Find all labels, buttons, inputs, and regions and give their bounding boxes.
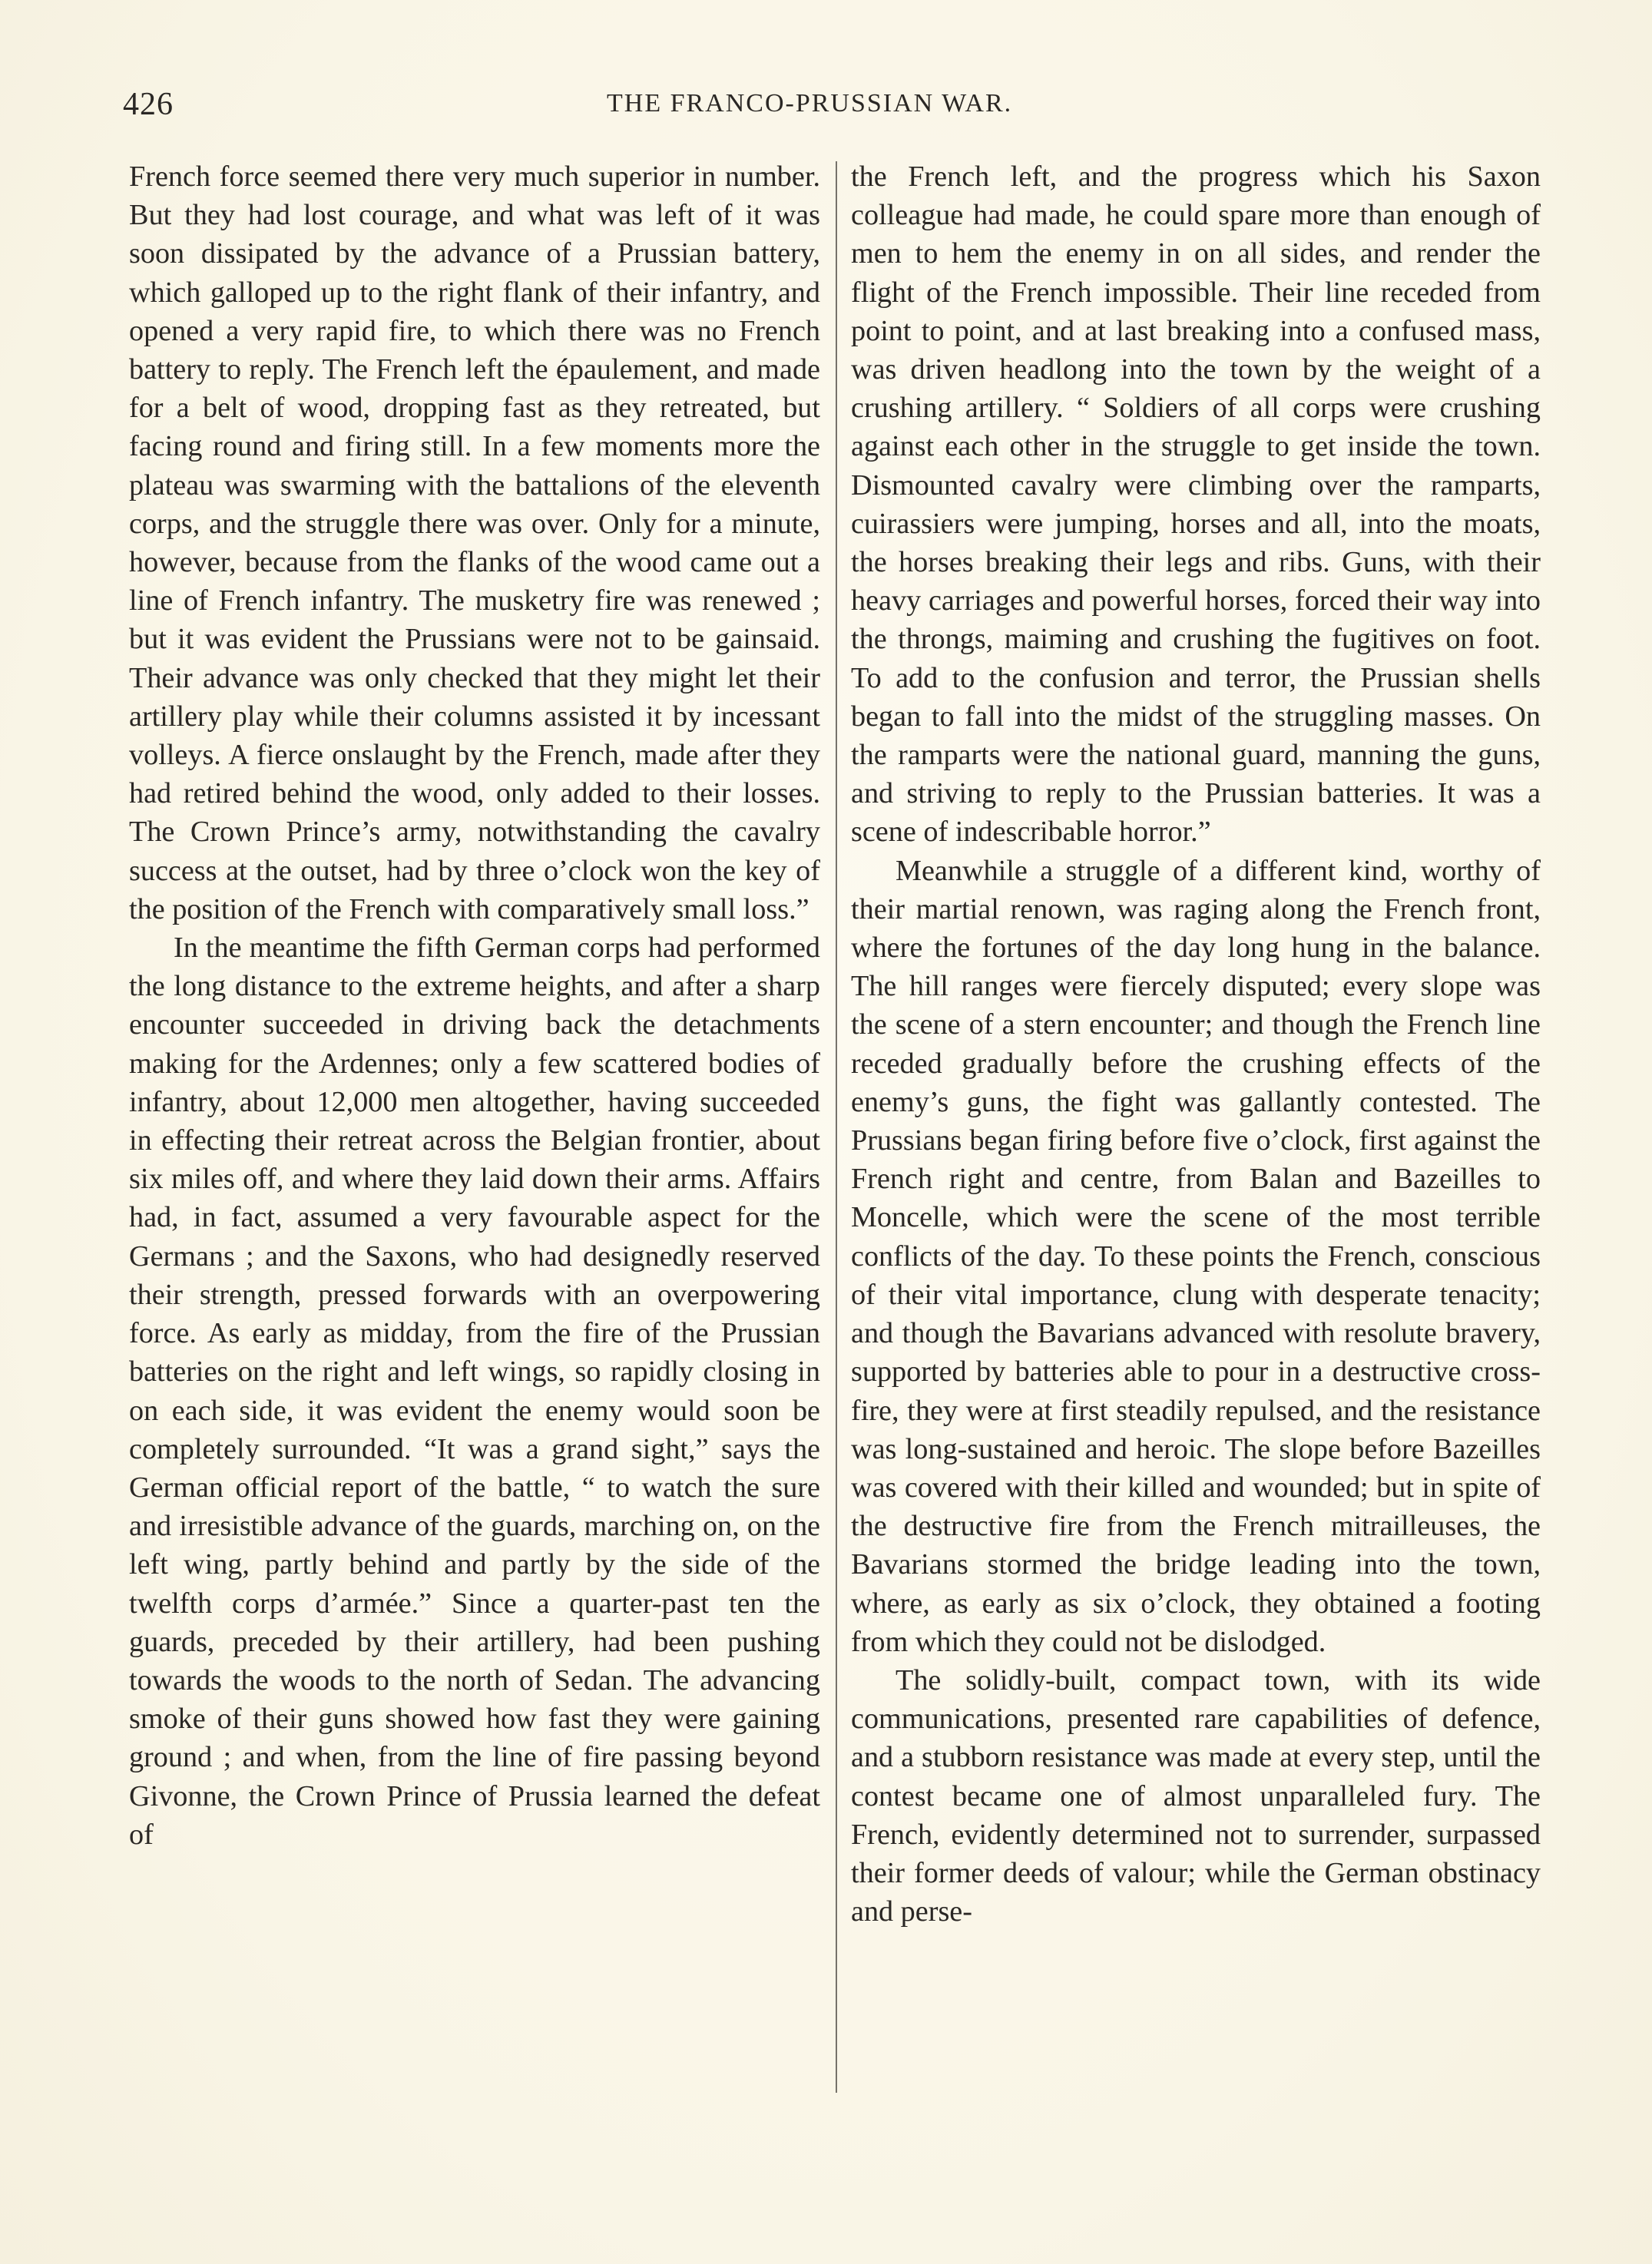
right-paragraph-3: The solidly-built, compact town, with its wide communications, presented rare capabilities of defence, and a stubborn resistance was made at every step, until the contest became one of almost unparalleled fury. The French, evidently determined not to surrender, surpassed their former deeds of valour; while the German obstinacy and perse- — [851, 1663, 1541, 1928]
right-column — [851, 157, 1541, 1931]
running-title: THE FRANCO-PRUSSIAN WAR. — [607, 89, 1013, 118]
running-head — [123, 86, 1551, 140]
left-paragraph-2: In the meantime the fifth German corps had performed the long distance to the extreme heights, and after a sharp encounter succeeded in driving back the detachments making for the Ardennes; only a few scattered bodies of infantry, about 12,000 men altogether, having succeeded in effecting their retreat across the Belgian frontier, about six miles off, and where they laid down their arms. Affairs had, in fact, assumed a very favourable aspect for the Germans ; and the Saxons, who had designedly reserved their strength, pressed forwards with an overpowering force. As early as midday, from the fire of the Prussian batteries on the right and left wings, so rapidly closing in on each side, it was evident the enemy would soon be completely surrounded. “It was a grand sight,” says the German official report of the battle, “ to watch the sure and irresistible advance of the guards, marching on, on the left wing, partly behind and partly by the side of the twelfth corps d’armée.” Since a quarter-past ten the guards, preceded by their artillery, had been pushing towards the woods to the north of Sedan. The advancing smoke of their guns showed how fast they were gaining ground ; and when, from the line of fire passing beyond Givonne, the Crown Prince of Prussia learned the defeat of — [129, 932, 820, 1851]
right-paragraph-1: the French left, and the progress which his Saxon colleague had made, he could spare more than enough of men to hem the enemy in on all sides, and render the flight of the French impossible. Their line receded from point to point, and at last breaking into a confused mass, was driven headlong into the town by the weight of a crushing artillery. “ Soldiers of all corps were crushing against each other in the struggle to get inside the town. Dismounted cavalry were climbing over the ramparts, cuirassiers were jumping, horses and all, into the moats, the horses breaking their legs and ribs. Guns, with their heavy carriages and powerful horses, forced their way into the throngs, maiming and crushing the fugitives on foot. To add to the confusion and terror, the Prussian shells began to fall into the midst of the struggling masses. On the ramparts were the national guard, manning the guns, and striving to reply to the Prussian batteries. It was a scene of indescribable horror.” — [851, 161, 1541, 849]
left-column — [129, 157, 820, 1854]
left-paragraph-1: French force seemed there very much superior in number. But they had lost courage, and what was left of it was soon dissipated by the advance of a Prussian battery, which galloped up to the right flank of their infantry, and opened a very rapid fire, to which there was no French battery to reply. The French left the épaulement, and made for a belt of wood, dropping fast as they retreated, but facing round and firing still. In a few moments more the plateau was swarming with the battalions of the eleventh corps, and the struggle there was over. Only for a minute, however, because from the flanks of the wood came out a line of French infantry. The musketry fire was renewed ; but it was evident the Prussians were not to be gainsaid. Their advance was only checked that they might let their artillery play while their columns assisted it by incessant volleys. A fierce onslaught by the French, made after they had retired behind the wood, only added to their losses. The Crown Prince’s army, notwithstanding the cavalry success at the outset, had by three o’clock won the key of the position of the French with comparatively small loss.” — [129, 161, 820, 925]
column-divider — [836, 161, 837, 2093]
page-number: 426 — [123, 87, 174, 122]
right-paragraph-2: Meanwhile a struggle of a different kind, worthy of their martial renown, was raging along the French front, where the fortunes of the day long hung in the balance. The hill ranges were fiercely disputed; every slope was the scene of a stern encounter; and though the French line receded gradually before the crushing effects of the enemy’s guns, the fight was gallantly contested. The Prussians began firing before five o’clock, first against the French right and centre, from Balan and Bazeilles to Moncelle, which were the scene of the most terrible conflicts of the day. To these points the French, conscious of their vital importance, clung with desperate tenacity; and though the Bavarians advanced with resolute bravery, supported by batteries able to pour in a destructive cross-fire, they were at first steadily repulsed, and the resistance was long-sustained and heroic. The slope before Bazeilles was covered with their killed and wounded; but in spite of the destructive fire from the French mitrailleuses, the Bavarians stormed the bridge leading into the town, where, as early as six o’clock, they obtained a footing from which they could not be dislodged. — [851, 854, 1541, 1658]
